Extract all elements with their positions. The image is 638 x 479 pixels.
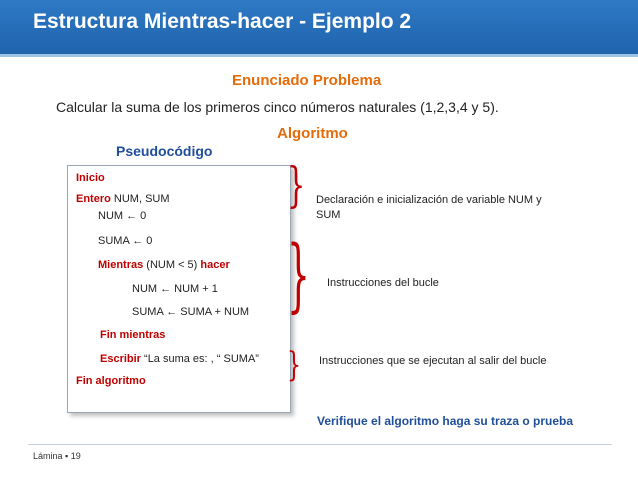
keyword-mientras: Mientras xyxy=(98,259,144,271)
brace-loop-icon: } xyxy=(287,228,310,321)
annotation-declaration: Declaración e inicialización de variable NUM y SUM xyxy=(316,194,542,221)
problem-statement: Calcular la suma de los primeros cinco números naturales (1,2,3,4 y 5). xyxy=(56,99,499,115)
header-divider xyxy=(0,54,638,57)
suma-init-var: SUMA xyxy=(98,235,133,247)
suma-init-value: 0 xyxy=(143,235,153,247)
keyword-entero: Entero xyxy=(76,193,111,205)
suma-acc-expr: SUMA + NUM xyxy=(177,306,250,318)
keyword-hacer: hacer xyxy=(200,259,230,271)
loop-condition: (NUM < 5) xyxy=(143,259,201,271)
num-inc-expr: NUM + 1 xyxy=(171,283,218,295)
arrow-icon: ← xyxy=(132,235,144,247)
slide-number: Lámina ▪ 19 xyxy=(33,451,81,461)
slide-title: Estructura Mientras-hacer - Ejemplo 2 xyxy=(33,10,412,33)
algorithm-heading: Algoritmo xyxy=(277,125,348,142)
brace-declaration-icon: } xyxy=(287,157,306,213)
line-num-inc xyxy=(132,283,218,295)
arrow-icon: ← xyxy=(160,283,172,295)
arrow-icon: ← xyxy=(126,210,138,222)
keyword-escribir: Escribir xyxy=(100,353,141,365)
annotation-loop: Instrucciones del bucle xyxy=(327,277,439,289)
entero-variables: NUM, SUM xyxy=(110,193,170,205)
pseudocode-box xyxy=(67,165,291,413)
verification-note: Verifique el algoritmo haga su traza o prueba xyxy=(317,414,574,428)
pseudocode-heading: Pseudocódigo xyxy=(116,143,213,159)
problem-heading: Enunciado Problema xyxy=(232,72,382,89)
line-mientras xyxy=(98,259,230,271)
line-fin-algoritmo: Fin algoritmo xyxy=(76,375,146,387)
line-suma-init xyxy=(98,235,152,247)
line-entero xyxy=(76,193,170,205)
line-suma-acc xyxy=(132,306,249,318)
footer-divider xyxy=(28,444,612,445)
annotation-after-loop: Instrucciones que se ejecutan al salir del bucle xyxy=(319,355,547,367)
arrow-icon: ← xyxy=(166,306,178,318)
num-inc-var: NUM xyxy=(132,283,161,295)
brace-after-loop-icon: } xyxy=(287,345,302,385)
escribir-args: “La suma es: , “ SUMA” xyxy=(140,353,259,365)
line-num-init xyxy=(98,210,146,222)
suma-acc-var: SUMA xyxy=(132,306,167,318)
num-init-var: NUM xyxy=(98,210,127,222)
line-fin-mientras: Fin mientras xyxy=(100,329,166,341)
num-init-value: 0 xyxy=(137,210,147,222)
line-escribir xyxy=(100,353,259,365)
line-inicio: Inicio xyxy=(76,172,105,184)
